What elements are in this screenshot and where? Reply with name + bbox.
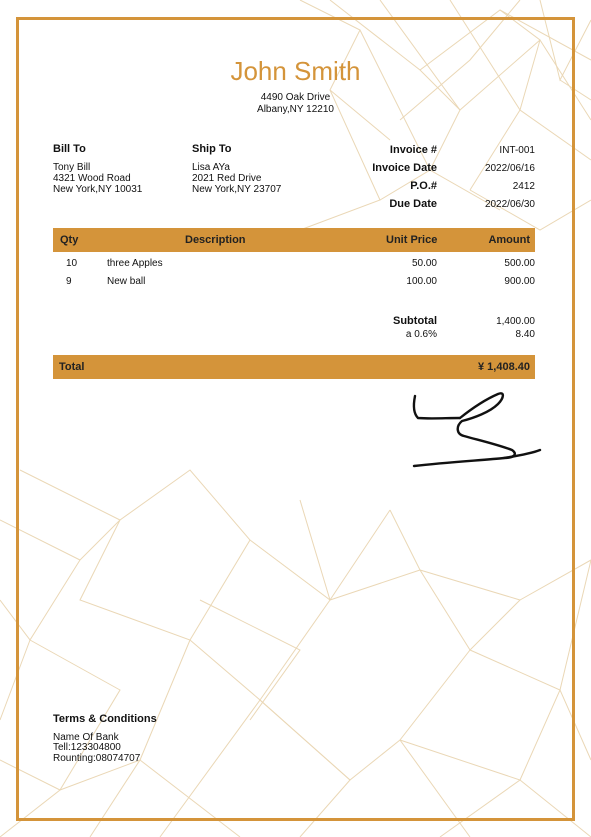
- ship-to-city: New York,NY 23707: [192, 184, 282, 195]
- invoice-date: 2022/06/16: [484, 163, 535, 174]
- company-name: John Smith: [230, 56, 361, 86]
- header-amount: Amount: [488, 234, 530, 246]
- po-number: 2412: [512, 181, 535, 192]
- row-qty: 10: [66, 258, 78, 269]
- bill-to-name: Tony Bill: [53, 162, 91, 173]
- row-amount: 500.00: [504, 258, 535, 269]
- row-qty: 9: [66, 276, 72, 287]
- total-bar: [53, 355, 535, 379]
- ship-to-heading: Ship To: [192, 143, 232, 155]
- ship-to-block: [192, 144, 281, 195]
- ship-to-name: Lisa AYa: [192, 162, 230, 173]
- subtotal-value: 1,400.00: [496, 316, 535, 327]
- subtotal-label: Subtotal: [393, 315, 437, 327]
- total-value: ¥ 1,408.40: [478, 361, 530, 373]
- tax-label: a 0.6%: [405, 329, 437, 340]
- due-date: 2022/06/30: [484, 199, 535, 210]
- row-description: three Apples: [107, 258, 163, 269]
- tax-value: 8.40: [515, 329, 535, 340]
- terms-and-conditions: [53, 714, 157, 764]
- terms-phone: Tell:123304800: [53, 742, 121, 753]
- bill-to-heading: Bill To: [53, 143, 86, 155]
- bill-to-block: [53, 144, 142, 195]
- bill-to-street: 4321 Wood Road: [53, 173, 131, 184]
- ship-to-street: 2021 Red Drive: [192, 173, 262, 184]
- handwritten-signature: [408, 388, 543, 470]
- terms-routing: Rounting:08074707: [53, 752, 141, 764]
- header-unit-price: Unit Price: [386, 234, 438, 246]
- terms-heading: Terms & Conditions: [53, 713, 157, 725]
- row-unit-price: 100.00: [406, 276, 437, 287]
- company-address-line2: Albany,NY 12210: [257, 104, 334, 115]
- bill-to-city: New York,NY 10031: [53, 184, 143, 195]
- company-address-line1: 4490 Oak Drive: [260, 92, 331, 103]
- header-qty: Qty: [60, 234, 79, 246]
- total-label: Total: [59, 361, 85, 373]
- invoice-number: INT-001: [499, 145, 535, 156]
- row-description: New ball: [107, 276, 146, 287]
- terms-bank-name: Name Of Bank: [53, 731, 119, 743]
- invoice-number-label: Invoice #: [389, 144, 437, 156]
- due-date-label: Due Date: [389, 198, 437, 210]
- header-description: Description: [185, 234, 246, 246]
- invoice-date-label: Invoice Date: [372, 162, 437, 174]
- row-unit-price: 50.00: [411, 258, 437, 269]
- po-label: P.O.#: [410, 180, 437, 192]
- row-amount: 900.00: [504, 276, 535, 287]
- items-table-header: [53, 228, 535, 252]
